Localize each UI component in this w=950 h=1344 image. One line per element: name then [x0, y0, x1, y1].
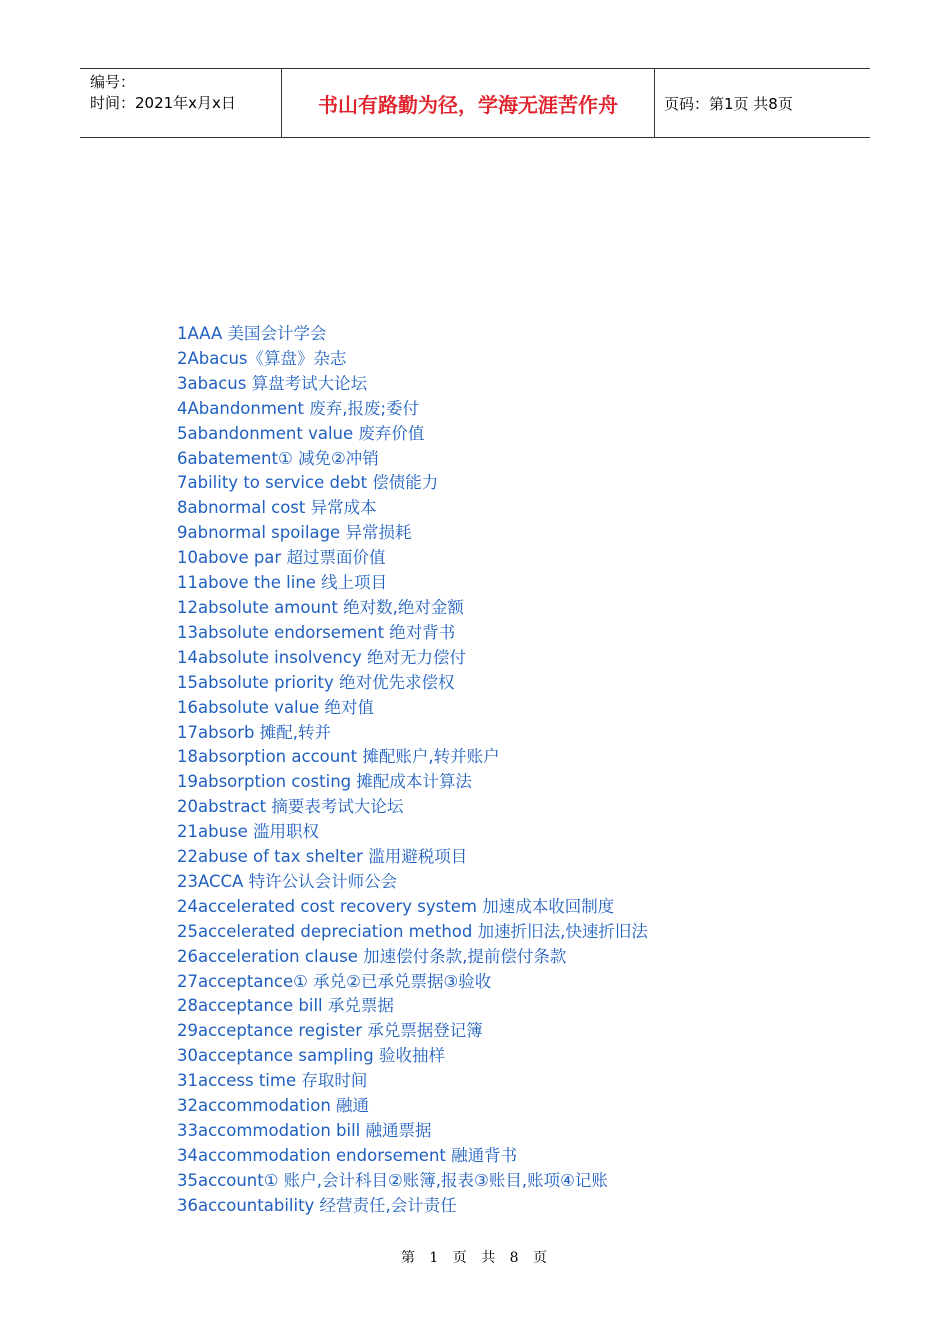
glossary-entry: 11above the line 线上项目: [177, 573, 388, 593]
glossary-entry: 10above par 超过票面价值: [177, 548, 386, 568]
glossary-entry: 25accelerated depreciation method 加速折旧法,快速折旧法: [177, 921, 648, 941]
glossary-entry: 12absolute amount 绝对数,绝对金额: [177, 597, 464, 617]
page-footer: 第 1 页 共 8 页: [400, 1250, 550, 1266]
glossary-entry: 8abnormal cost 异常成本: [177, 498, 377, 518]
header-page-info: 页码：第1页 共8页: [664, 94, 793, 113]
glossary-entry: 19absorption costing 摊配成本计算法: [177, 772, 472, 792]
time-label: 时间：2021年x月x日: [90, 94, 236, 112]
glossary-entry: 24accelerated cost recovery system 加速成本收回制度: [177, 896, 615, 916]
glossary-entry: 34accommodation endorsement 融通背书: [177, 1145, 518, 1165]
header-motto: 书山有路勤为径，学海无涯苦作舟: [282, 69, 655, 137]
serial-label: 编号：: [90, 73, 136, 91]
glossary-list: [177, 322, 648, 1219]
glossary-entry: 9abnormal spoilage 异常损耗: [177, 523, 412, 543]
glossary-entry: 15absolute priority 绝对优先求偿权: [177, 672, 455, 692]
glossary-entry: 33accommodation bill 融通票据: [177, 1121, 432, 1140]
glossary-entry: 7ability to service debt 偿债能力: [177, 473, 439, 493]
glossary-entry: 30acceptance sampling 验收抽样: [177, 1046, 445, 1066]
glossary-entry: 3abacus 算盘考试大论坛: [177, 373, 368, 393]
glossary-entry: 27acceptance① 承兑②已承兑票据③验收: [177, 971, 492, 991]
glossary-entry: 16absolute value 绝对值: [177, 697, 374, 717]
glossary-entry: 21abuse 滥用职权: [177, 822, 320, 842]
glossary-entry: 17absorb 摊配,转并: [177, 722, 332, 742]
page-header: [80, 68, 870, 138]
glossary-entry: 29acceptance register 承兑票据登记簿: [177, 1021, 483, 1041]
glossary-entry: 14absolute insolvency 绝对无力偿付: [177, 647, 466, 667]
glossary-entry: 2Abacus《算盘》杂志: [177, 348, 347, 368]
glossary-entry: 4Abandonment 废弃,报废;委付: [177, 398, 420, 418]
glossary-entry: 28acceptance bill 承兑票据: [177, 996, 394, 1016]
glossary-entry: 26acceleration clause 加速偿付条款,提前偿付条款: [177, 946, 567, 966]
glossary-entry: 23ACCA 特许公认会计师公会: [177, 871, 398, 891]
glossary-entry: 31access time 存取时间: [177, 1071, 368, 1091]
glossary-entry: 13absolute endorsement 绝对背书: [177, 622, 456, 642]
glossary-entry: 36accountability 经营责任,会计责任: [177, 1195, 457, 1215]
glossary-entry: 22abuse of tax shelter 滥用避税项目: [177, 847, 468, 867]
header-meta: [80, 69, 282, 137]
glossary-entry: 1AAA 美国会计学会: [177, 324, 327, 343]
glossary-entry: 20abstract 摘要表考试大论坛: [177, 797, 404, 817]
glossary-entry: 5abandonment value 废弃价值: [177, 423, 425, 443]
glossary-entry: 32accommodation 融通: [177, 1096, 370, 1116]
glossary-entry: 6abatement① 减免②冲销: [177, 448, 379, 468]
glossary-entry: 18absorption account 摊配账户,转并账户: [177, 747, 500, 767]
glossary-entry: 35account① 账户,会计科目②账簿,报表③账目,账项④记账: [177, 1170, 608, 1190]
